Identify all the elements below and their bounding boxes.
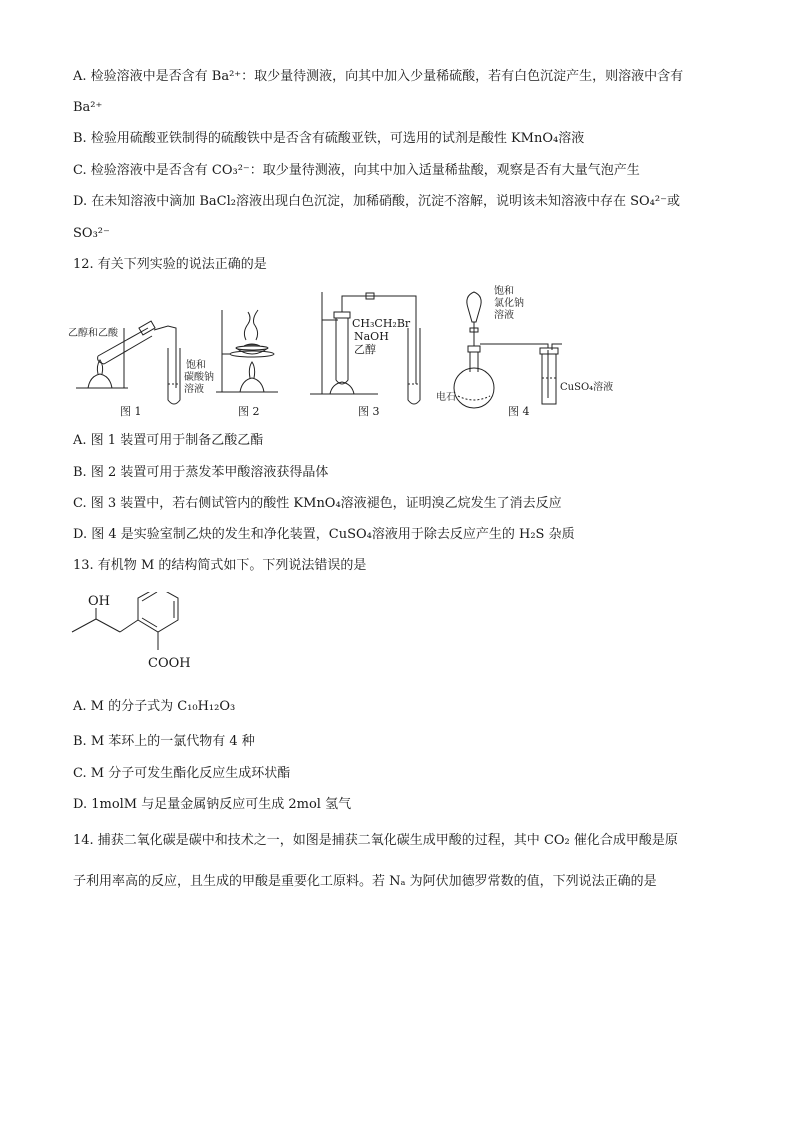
- q11-option-d-line2: SO₃²⁻: [73, 226, 110, 241]
- fig1-caption: 图 1: [120, 405, 142, 418]
- fig4-label-right: CuSO₄溶液: [560, 382, 614, 393]
- fig3-label-3: 乙醇: [354, 343, 376, 356]
- q11-option-a-line2: Ba²⁺: [73, 100, 103, 115]
- q13-option-d: D. 1molM 与足量金属钠反应可生成 2mol 氢气: [73, 797, 352, 812]
- q11-option-b: B. 检验用硫酸亚铁制得的硫酸铁中是否含有硫酸亚铁，可选用的试剂是酸性 KMnO₄溶液: [73, 131, 585, 146]
- figure-3: [308, 288, 433, 423]
- fig1-label-right-2: 碳酸钠: [184, 372, 214, 383]
- figure-4-drawing: [436, 288, 626, 423]
- fig3-label-1: CH₃CH₂Br: [352, 317, 411, 330]
- fig4-label-left: 电石: [436, 392, 456, 403]
- fig3-caption: 图 3: [358, 405, 380, 418]
- q11-option-c: C. 检验溶液中是否含有 CO₃²⁻：取少量待测液，向其中加入适量稀盐酸，观察是否有大量气泡产生: [73, 163, 640, 178]
- q12-option-d: D. 图 4 是实验室制乙炔的发生和净化装置，CuSO₄溶液用于除去反应产生的 H₂S 杂质: [73, 527, 575, 542]
- q12-option-c: C. 图 3 装置中，若右侧试管内的酸性 KMnO₄溶液褪色，证明溴乙烷发生了消去反应: [73, 496, 562, 511]
- fig4-label-top-2: 氯化钠: [494, 298, 524, 309]
- q13-option-a: A. M 的分子式为 C₁₀H₁₂O₃: [73, 699, 236, 714]
- q14-stem-line1: 14. 捕获二氧化碳是碳中和技术之一，如图是捕获二氧化碳生成甲酸的过程，其中 CO₂ 催化合成甲酸是原: [73, 833, 678, 848]
- fig4-caption: 图 4: [508, 405, 530, 418]
- fig3-label-2: NaOH: [354, 330, 389, 343]
- q12-option-a: A. 图 1 装置可用于制备乙酸乙酯: [73, 433, 264, 448]
- q12-stem: 12. 有关下列实验的说法正确的是: [73, 257, 267, 272]
- fig2-caption: 图 2: [238, 405, 260, 418]
- q13-stem: 13. 有机物 M 的结构简式如下。下列说法错误的是: [73, 558, 367, 573]
- figure-2: [212, 288, 297, 423]
- fig1-label-right-3: 溶液: [184, 384, 204, 395]
- molecule-m-structure: [68, 592, 208, 677]
- fig4-label-top-1: 饱和: [494, 286, 514, 297]
- fig1-label-left: 乙醇和乙酸: [68, 328, 118, 339]
- fig1-label-right-1: 饱和: [186, 360, 206, 371]
- fig4-label-top-3: 溶液: [494, 310, 514, 321]
- q13-option-c: C. M 分子可发生酯化反应生成环状酯: [73, 766, 291, 781]
- molecule-oh-label: OH: [88, 594, 110, 609]
- q11-option-a-line1: A. 检验溶液中是否含有 Ba²⁺：取少量待测液，向其中加入少量稀硫酸，若有白色沉淀产生，则溶液中含有: [73, 69, 684, 84]
- molecule-cooh-label: COOH: [148, 656, 191, 671]
- figure-1: [68, 288, 214, 423]
- q13-option-b: B. M 苯环上的一氯代物有 4 种: [73, 734, 255, 749]
- q14-stem-line2: 子利用率高的反应，且生成的甲酸是重要化工原料。若 Nₐ 为阿伏加德罗常数的值，下列说法正确的是: [73, 874, 657, 889]
- q11-option-d-line1: D. 在未知溶液中滴加 BaCl₂溶液出现白色沉淀，加稀硝酸，沉淀不溶解，说明该未知溶液中存在 SO₄²⁻或: [73, 194, 680, 209]
- figure-4: [436, 288, 626, 423]
- q12-option-b: B. 图 2 装置可用于蒸发苯甲酸溶液获得晶体: [73, 465, 329, 480]
